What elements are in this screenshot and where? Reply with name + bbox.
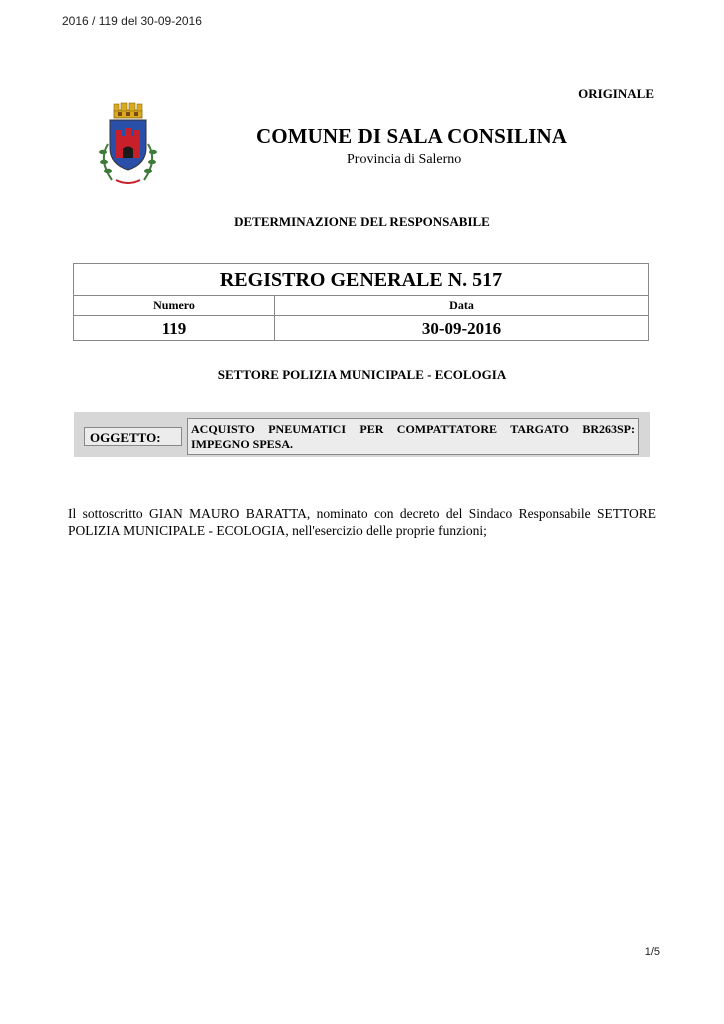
document-reference: 2016 / 119 del 30-09-2016 [62, 14, 202, 28]
body-paragraph: Il sottoscritto GIAN MAURO BARATTA, nominato con decreto del Sindaco Responsabile SETTORE POLIZIA MUNICIPALE - ECOLOGIA, nell'esercizio delle proprie funzioni; [68, 506, 656, 538]
numero-header: Numero [74, 296, 275, 315]
registro-header-row [74, 296, 648, 316]
data-header: Data [449, 298, 474, 312]
numero-value: 119 [74, 316, 275, 341]
oggetto-text: ACQUISTO PNEUMATICI PER COMPATTATORE TARGATO BR263SP: IMPEGNO SPESA. [187, 418, 639, 455]
page-number: 1/5 [644, 946, 660, 958]
province-name: Provincia di Salerno [347, 152, 462, 167]
municipal-crest-icon [92, 100, 164, 190]
registro-value-row [74, 316, 648, 341]
oggetto-box [74, 412, 650, 457]
originale-label: ORIGINALE [578, 86, 654, 101]
registro-title: REGISTRO GENERALE N. 517 [74, 264, 648, 296]
data-value: 30-09-2016 [421, 319, 502, 338]
oggetto-label: OGGETTO: [84, 427, 182, 446]
settore-heading: SETTORE POLIZIA MUNICIPALE - ECOLOGIA [217, 367, 507, 382]
municipality-name: COMUNE DI SALA CONSILINA [256, 124, 568, 148]
registro-generale-table [73, 263, 649, 341]
document-type-heading: DETERMINAZIONE DEL RESPONSABILE [234, 214, 490, 229]
